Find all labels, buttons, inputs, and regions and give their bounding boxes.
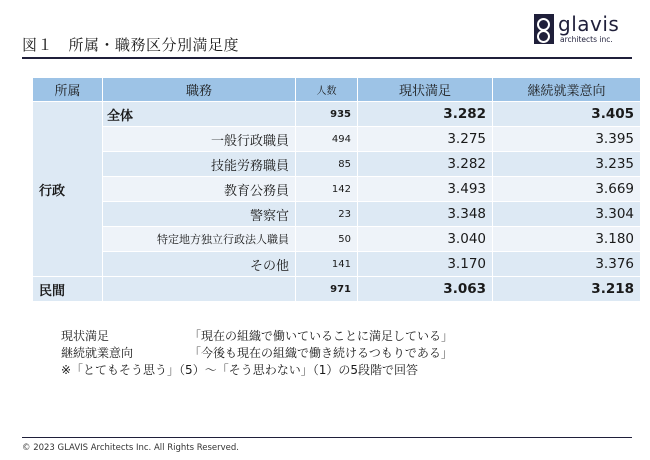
table-row — [33, 277, 641, 302]
column-header: 人数 — [296, 78, 358, 102]
footer-divider — [22, 437, 632, 438]
count-cell: 935 — [296, 102, 358, 127]
note-item — [61, 362, 453, 379]
position-cell: 教育公務員 — [103, 177, 296, 202]
definition-notes — [61, 328, 453, 379]
page-title: 図１ 所属・職務区分別満足度 — [22, 36, 240, 54]
note-item — [61, 328, 453, 345]
note-text: ※「とてもそう思う」（5）～「そう思わない」（1）の5段階で回答 — [61, 363, 418, 377]
continue-intention-cell: 3.405 — [493, 102, 641, 127]
note-text: 「現在の組織で働いていることに満足している」 — [189, 329, 454, 343]
current-satisfaction-cell: 3.348 — [358, 202, 493, 227]
table-row — [33, 177, 641, 202]
continue-intention-cell: 3.669 — [493, 177, 641, 202]
affiliation-cell: 民間 — [33, 277, 103, 302]
count-cell: 50 — [296, 227, 358, 252]
table-row — [33, 227, 641, 252]
logo-subtitle: architects inc. — [560, 35, 613, 44]
position-cell: 一般行政職員 — [103, 127, 296, 152]
count-cell: 85 — [296, 152, 358, 177]
affiliation-cell: 行政 — [33, 102, 103, 277]
continue-intention-cell: 3.376 — [493, 252, 641, 277]
position-cell: 警察官 — [103, 202, 296, 227]
count-cell: 23 — [296, 202, 358, 227]
current-satisfaction-cell: 3.493 — [358, 177, 493, 202]
logo-mark-icon — [534, 14, 554, 44]
note-label: 継続就業意向 — [61, 346, 134, 360]
logo-name: glavis — [558, 12, 620, 36]
current-satisfaction-cell: 3.275 — [358, 127, 493, 152]
column-header: 継続就業意向 — [493, 78, 641, 102]
table-row — [33, 102, 641, 127]
count-cell: 141 — [296, 252, 358, 277]
title-divider — [22, 57, 632, 59]
current-satisfaction-cell: 3.170 — [358, 252, 493, 277]
position-cell: 技能労務職員 — [103, 152, 296, 177]
continue-intention-cell: 3.395 — [493, 127, 641, 152]
table-row — [33, 152, 641, 177]
current-satisfaction-cell: 3.282 — [358, 102, 493, 127]
count-cell: 494 — [296, 127, 358, 152]
table-row — [33, 202, 641, 227]
continue-intention-cell: 3.218 — [493, 277, 641, 302]
current-satisfaction-cell: 3.063 — [358, 277, 493, 302]
position-cell — [103, 277, 296, 302]
continue-intention-cell: 3.180 — [493, 227, 641, 252]
note-item — [61, 345, 453, 362]
position-cell: 特定地方独立行政法人職員 — [103, 227, 296, 252]
position-cell: その他 — [103, 252, 296, 277]
table-row — [33, 252, 641, 277]
position-cell: 全体 — [103, 102, 296, 127]
copyright-footer: © 2023 GLAVIS Architects Inc. All Rights Reserved. — [22, 443, 239, 453]
note-label: 現状満足 — [61, 329, 110, 343]
table-header-row — [33, 78, 641, 102]
continue-intention-cell: 3.235 — [493, 152, 641, 177]
column-header: 職務 — [103, 78, 296, 102]
table-row — [33, 127, 641, 152]
current-satisfaction-cell: 3.040 — [358, 227, 493, 252]
count-cell: 971 — [296, 277, 358, 302]
column-header: 所属 — [33, 78, 103, 102]
note-text: 「今後も現在の組織で働き続けるつもりである」 — [189, 346, 453, 360]
current-satisfaction-cell: 3.282 — [358, 152, 493, 177]
satisfaction-table — [32, 77, 641, 302]
continue-intention-cell: 3.304 — [493, 202, 641, 227]
column-header: 現状満足 — [358, 78, 493, 102]
count-cell: 142 — [296, 177, 358, 202]
